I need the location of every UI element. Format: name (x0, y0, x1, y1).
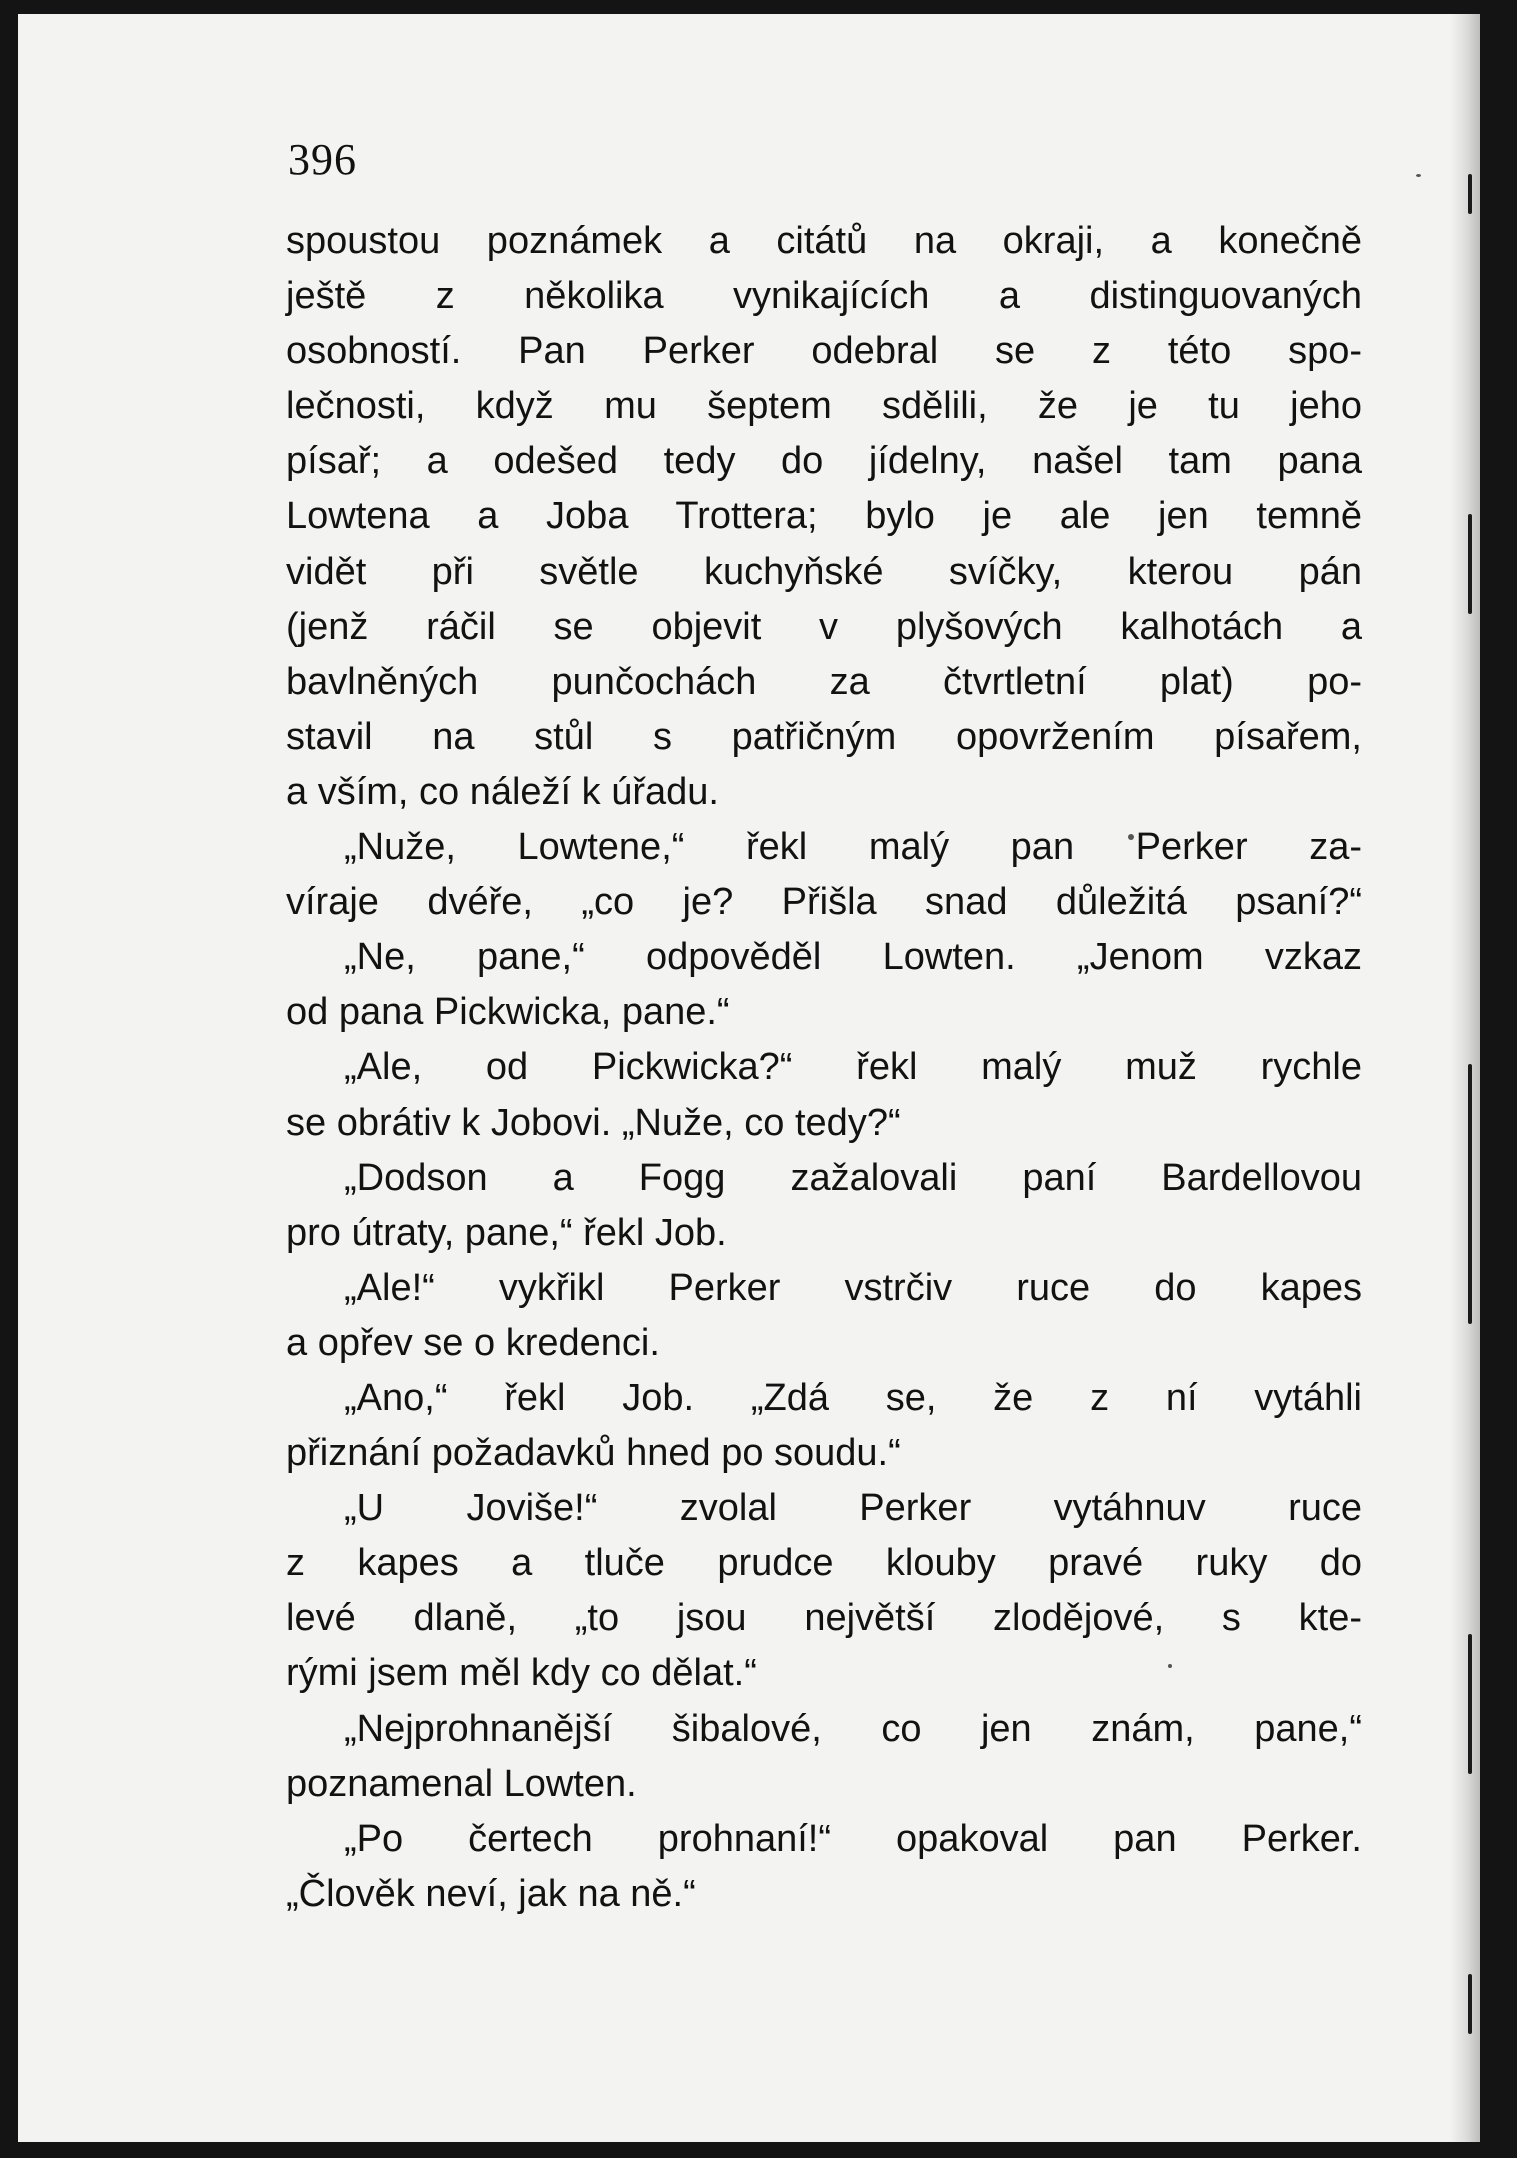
text-line: „Ne, pane,“ odpověděl Lowten. „Jenom vzkaz (344, 936, 1362, 979)
edge-mark (1468, 1064, 1472, 1324)
text-line: stavil na stůl s patřičným opovržením písařem, (286, 715, 1362, 758)
page-edge-shadow (1450, 14, 1480, 2142)
text-line: z kapes a tluče prudce klouby pravé ruky do (286, 1542, 1362, 1585)
body-text (286, 214, 1362, 1922)
text-line: vidět při světle kuchyňské svíčky, kterou pán (286, 550, 1362, 593)
edge-mark (1468, 174, 1472, 214)
text-line: „Po čertech prohnaní!“ opakoval pan Perker. (344, 1817, 1362, 1860)
page-number: 396 (288, 135, 357, 184)
text-line: pro útraty, pane,“ řekl Job. (286, 1211, 727, 1254)
text-line: „Člověk neví, jak na ně.“ (286, 1872, 696, 1915)
text-line: „Dodson a Fogg zažalovali paní Bardellovou (344, 1156, 1362, 1199)
text-line: „U Joviše!“ zvolal Perker vytáhnuv ruce (344, 1487, 1362, 1530)
text-line: od pana Pickwicka, pane.“ (286, 991, 730, 1034)
text-line: ještě z několika vynikajících a distinguovaných (286, 275, 1362, 318)
text-line: a opřev se o kredenci. (286, 1321, 660, 1364)
text-line: „Nuže, Lowtene,“ řekl malý pan Perker za- (344, 826, 1362, 869)
text-line: (jenž ráčil se objevit v plyšových kalhotách a (286, 605, 1362, 648)
text-line: spoustou poznámek a citátů na okraji, a konečně (286, 220, 1362, 262)
text-line: „Nejprohnanější šibalové, co jen znám, pane,“ (344, 1707, 1362, 1750)
print-speck (1416, 174, 1421, 177)
text-line: osobností. Pan Perker odebral se z této spo- (286, 330, 1362, 373)
text-line: poznamenal Lowten. (286, 1762, 637, 1805)
text-line: bavlněných punčochách za čtvrtletní plat) po- (286, 660, 1362, 703)
edge-mark (1468, 1974, 1472, 2034)
text-line: a vším, co náleží k úřadu. (286, 770, 719, 813)
text-line: levé dlaně, „to jsou největší zlodějové, s kte- (286, 1597, 1362, 1640)
text-line: přiznání požadavků hned po soudu.“ (286, 1432, 901, 1475)
text-line: písař; a odešed tedy do jídelny, našel tam pana (286, 440, 1362, 483)
edge-mark (1468, 1634, 1472, 1774)
text-line: se obrátiv k Jobovi. „Nuže, co tedy?“ (286, 1101, 901, 1144)
text-line: „Ale!“ vykřikl Perker vstrčiv ruce do kapes (344, 1266, 1362, 1309)
text-line: rými jsem měl kdy co dělat.“ (286, 1652, 757, 1695)
text-line: lečnosti, když mu šeptem sdělili, že je tu jeho (286, 385, 1362, 428)
book-page (18, 14, 1480, 2142)
edge-mark (1468, 514, 1472, 614)
text-line: víraje dvéře, „co je? Přišla snad důležitá psaní?“ (286, 881, 1362, 924)
text-line: „Ano,“ řekl Job. „Zdá se, že z ní vytáhli (344, 1376, 1362, 1419)
text-line: „Ale, od Pickwicka?“ řekl malý muž rychle (344, 1046, 1362, 1089)
text-line: Lowtena a Joba Trottera; bylo je ale jen temně (286, 495, 1362, 538)
